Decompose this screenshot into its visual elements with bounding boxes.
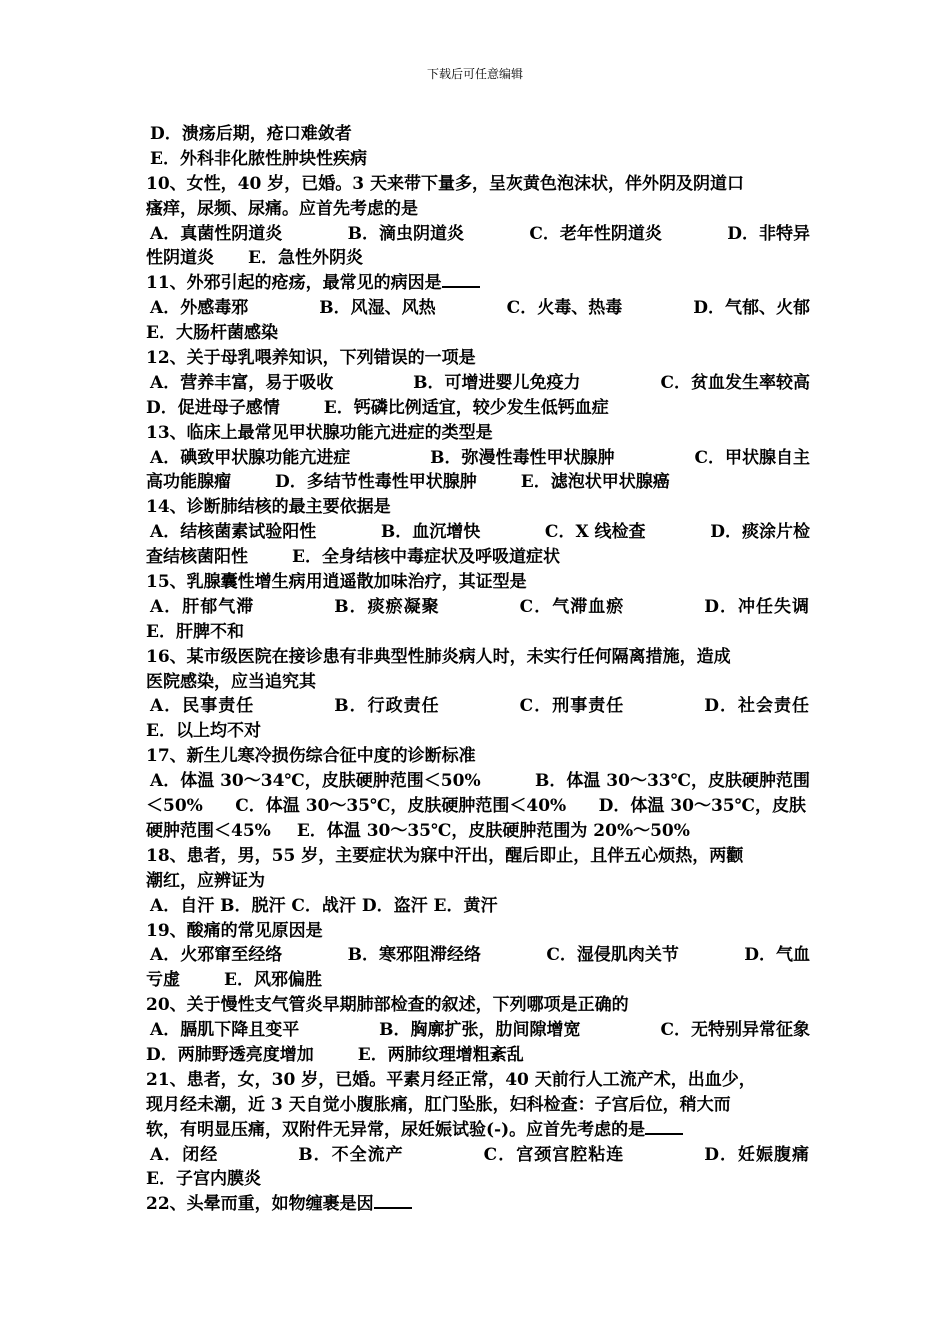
question-21-stem: 21、患者，女，30 岁，已婚。平素月经正常，40 天前行人工流产术，出血少， <box>146 1069 756 1090</box>
option-d: D．痰涂片检 <box>710 522 810 543</box>
option-c: C．甲状腺自主 <box>694 447 810 468</box>
question-14-options <box>146 520 810 545</box>
option-e: E．急性外阴炎 <box>248 248 363 269</box>
question-18-stem-cont: 潮红，应辨证为 <box>146 870 265 891</box>
option-d: D．两肺野透亮度增加 <box>146 1044 314 1065</box>
question-17-options-cont <box>146 794 806 819</box>
option-e: E．体温 30～35℃，皮肤硬肿范围为 20%～50% <box>296 820 690 841</box>
option-b: B．痰瘀凝聚 <box>334 596 440 617</box>
question-21-stem-cont: 现月经未潮，近 3 天自觉小腹胀痛，肛门坠胀，妇科检查：子宫后位，稍大而 <box>146 1094 731 1115</box>
question-17-options-cont2 <box>146 819 806 844</box>
option-d: D．多结节性毒性甲状腺肿 <box>275 472 477 493</box>
question-20-stem: 20、关于慢性支气管炎早期肺部检查的叙述，下列哪项是正确的 <box>146 995 629 1016</box>
option-e: E．子宫内膜炎 <box>146 1169 261 1190</box>
option-a: A．外感毒邪 <box>150 298 249 319</box>
option-e: E．以上均不对 <box>146 721 261 742</box>
option-line: D．溃疡后期，疮口难敛者 <box>150 124 352 144</box>
question-14-stem: 14、诊断肺结核的最主要依据是 <box>146 497 391 518</box>
option-d: D．气血 <box>744 945 810 966</box>
question-12-stem: 12、关于母乳喂养知识，下列错误的一项是 <box>146 348 476 369</box>
option-e: E．全身结核中毒症状及呼吸道症状 <box>292 547 560 568</box>
option-b: B．可增进婴儿免疫力 <box>413 372 581 393</box>
option-c: C．湿侵肌肉关节 <box>546 945 679 966</box>
option-b: B．血沉增快 <box>380 522 481 543</box>
option-e: E．肝脾不和 <box>146 621 244 642</box>
question-21-options <box>146 1143 810 1168</box>
question-20-options-cont <box>146 1043 806 1068</box>
question-15-stem: 15、乳腺囊性增生病用逍遥散加味治疗，其证型是 <box>146 572 527 593</box>
option-c: C．体温 30～35℃，皮肤硬肿范围＜40% <box>235 796 567 817</box>
page-header: 下载后可任意编辑 <box>426 67 523 81</box>
option-d-cont: 查结核菌阳性 <box>146 547 248 568</box>
option-d-cont: 硬肿范围＜45% <box>146 820 271 841</box>
question-10-stem: 10、女性，40 岁，已婚。3 天来带下量多，呈灰黄色泡沫状，伴外阴及阴道口 <box>146 173 744 194</box>
option-a: A．结核菌素试验阳性 <box>150 522 317 543</box>
option-c: C．刑事责任 <box>519 696 625 717</box>
question-10-options <box>146 222 810 247</box>
question-13-stem: 13、临床上最常见甲状腺功能亢进症的类型是 <box>146 422 493 443</box>
option-d: D．妊娠腹痛 <box>704 1144 810 1165</box>
option-e: E．大肠杆菌感染 <box>146 323 278 344</box>
option-b: B．行政责任 <box>334 696 440 717</box>
option-a: A．碘致甲状腺功能亢进症 <box>150 447 351 468</box>
question-20-options <box>146 1018 810 1043</box>
question-17-options <box>146 769 810 794</box>
question-13-options <box>146 446 810 471</box>
question-12-options <box>146 371 810 396</box>
option-a: A．营养丰富，易于吸收 <box>150 372 334 393</box>
answer-blank <box>374 1193 412 1209</box>
option-c: C．宫颈宫腔粘连 <box>483 1144 625 1165</box>
option-c: C．气滞血瘀 <box>519 596 625 617</box>
option-a: A．膈肌下降且变平 <box>150 1020 300 1041</box>
option-d: D．气郁、火郁 <box>693 298 810 319</box>
question-18-options: A．自汗 B．脱汗 C．战汗 D．盗汗 E．黄汗 <box>150 895 498 916</box>
question-10-stem-cont: 瘙痒，尿频、尿痛。应首先考虑的是 <box>146 198 418 219</box>
option-a: A．肝郁气滞 <box>150 596 255 617</box>
option-d-cont: 亏虚 <box>146 970 180 991</box>
question-17-stem: 17、新生儿寒冷损伤综合征中度的诊断标准 <box>146 746 476 767</box>
option-c: C．火毒、热毒 <box>506 298 623 319</box>
question-10-options-cont <box>146 246 806 271</box>
option-d: D．社会责任 <box>704 696 810 717</box>
option-d-cont: 性阴道炎 <box>146 248 214 269</box>
option-d: D．非特异 <box>727 223 810 244</box>
option-a: A．民事责任 <box>150 696 255 717</box>
answer-blank <box>442 272 480 288</box>
option-a: A．闭经 <box>150 1144 219 1165</box>
answer-blank <box>645 1119 683 1135</box>
option-a: A．体温 30～34℃，皮肤硬肿范围＜50% <box>150 771 481 792</box>
question-11-stem: 11、外邪引起的疮疡，最常见的病因是 <box>146 271 806 296</box>
option-c-cont: 高功能腺瘤 <box>146 472 231 493</box>
question-19-options <box>146 943 810 968</box>
option-a: A．真菌性阴道炎 <box>150 223 283 244</box>
question-16-stem-cont: 医院感染，应当追究其 <box>146 671 316 692</box>
option-e: E．滤泡状甲状腺癌 <box>520 472 670 493</box>
option-c: C．X 线检查 <box>544 522 646 543</box>
option-b: B．寒邪阻滞经络 <box>347 945 481 966</box>
question-19-options-cont <box>146 968 806 993</box>
question-22-stem: 22、头晕而重，如物缠裹是因 <box>146 1192 806 1217</box>
option-c: C．无特别异常征象 <box>660 1020 810 1041</box>
question-15-options <box>146 595 810 620</box>
question-content <box>146 122 810 1217</box>
question-16-stem: 16、某市级医院在接诊患有非典型性肺炎病人时，未实行任何隔离措施，造成 <box>146 646 731 667</box>
option-e: E．风邪偏胜 <box>224 970 322 991</box>
option-b: B．胸廓扩张，肋间隙增宽 <box>379 1020 581 1041</box>
option-d: D．冲任失调 <box>704 596 810 617</box>
option-b: B．滴虫阴道炎 <box>347 223 464 244</box>
option-c: C．老年性阴道炎 <box>529 223 662 244</box>
option-e: E．两肺纹理增粗紊乱 <box>357 1044 524 1065</box>
option-b: B．体温 30～33℃，皮肤硬肿范围 <box>535 771 810 792</box>
option-b-cont: ＜50% <box>146 796 203 817</box>
option-line: E．外科非化脓性肿块性疾病 <box>150 148 367 169</box>
question-16-options <box>146 694 810 719</box>
option-e: E．钙磷比例适宜，较少发生低钙血症 <box>323 397 609 418</box>
option-b: B．不全流产 <box>298 1144 404 1165</box>
option-a: A．火邪窜至经络 <box>150 945 283 966</box>
question-12-options-cont <box>146 396 806 421</box>
question-11-options <box>146 296 810 321</box>
option-b: B．弥漫性毒性甲状腺肿 <box>430 447 615 468</box>
question-18-stem: 18、患者，男，55 岁，主要症状为寐中汗出，醒后即止，且伴五心烦热，两颧 <box>146 845 744 866</box>
question-21-stem-cont2: 软，有明显压痛，双附件无异常，尿妊娠试验(-)。应首先考虑的是 <box>146 1118 806 1143</box>
option-b: B．风湿、风热 <box>319 298 436 319</box>
option-d: D．体温 30～35℃，皮肤 <box>598 796 806 817</box>
question-14-options-cont <box>146 545 806 570</box>
option-d: D．促进母子感情 <box>146 397 280 418</box>
question-19-stem: 19、酸痛的常见原因是 <box>146 920 323 941</box>
option-c: C．贫血发生率较高 <box>660 372 810 393</box>
question-13-options-cont <box>146 470 806 495</box>
